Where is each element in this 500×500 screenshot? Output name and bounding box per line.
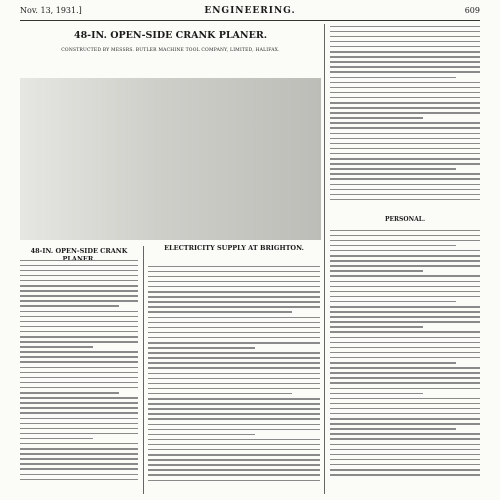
left-column-body-text [20, 256, 138, 486]
center-article-title: ELECTRICITY SUPPLY AT BRIGHTON. [164, 244, 304, 252]
crank-planer-photo [20, 78, 321, 240]
column-divider-right [324, 24, 325, 494]
left-article-title: 48-IN. OPEN-SIDE CRANK [30, 247, 128, 255]
page-header [20, 4, 480, 21]
header-date: Nov. 13, 1931.] [20, 6, 82, 15]
right-column-body-text-lower [330, 226, 480, 490]
column-divider-left [143, 246, 144, 494]
header-journal-title: ENGINEERING. [204, 6, 296, 16]
personal-section-heading: PERSONAL. [384, 216, 426, 223]
main-article-title: 48-IN. OPEN-SIDE CRANK PLANER. [73, 30, 268, 41]
center-column-body-text [148, 262, 320, 488]
header-page-number: 609 [464, 6, 480, 15]
main-article-subtitle: CONSTRUCTED BY MESSRS. BUTLER MACHINE TOOL COMPANY, LIMITED, HALIFAX. [61, 48, 280, 53]
right-column-body-text-upper [330, 22, 480, 210]
